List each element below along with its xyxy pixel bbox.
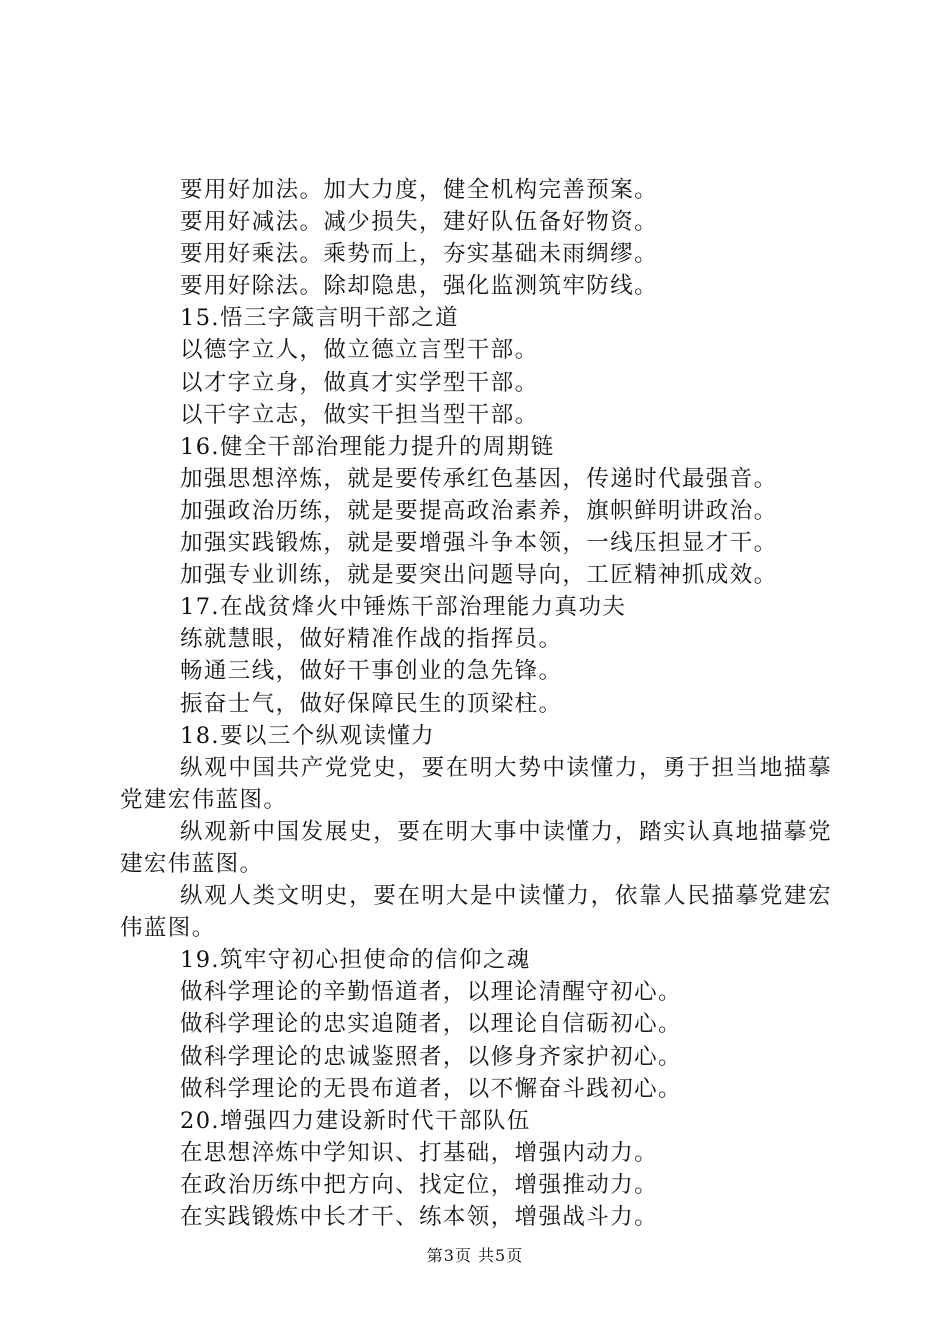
text-line: 做科学理论的忠诚鉴照者，以修身齐家护初心。 — [180, 1043, 682, 1070]
text-line: 加强政治历练，就是要提高政治素养，旗帜鲜明讲政治。 — [180, 497, 778, 524]
paragraph: 纵观新中国发展史，要在明大事中读懂力，踏实认真地描摹党建宏伟蓝图。 — [120, 818, 832, 877]
text-line: 做科学理论的辛勤悟道者，以理论清醒守初心。 — [180, 979, 682, 1006]
text-line: 练就慧眼，做好精准作战的指挥员。 — [180, 626, 563, 653]
text-line: 加强专业训练，就是要突出问题导向，工匠精神抓成效。 — [180, 562, 778, 589]
text-line: 在政治历练中把方向、找定位，增强推动力。 — [180, 1171, 659, 1198]
text-line: 要用好乘法。乘势而上，夯实基础未雨绸缪。 — [180, 241, 659, 268]
text-line: 做科学理论的忠实追随者，以理论自信砺初心。 — [180, 1011, 682, 1038]
text-line: 要用好减法。减少损失，建好队伍备好物资。 — [180, 209, 659, 236]
paragraph: 纵观人类文明史，要在明大是中读懂力，依靠人民描摹党建宏伟蓝图。 — [120, 883, 832, 942]
text-line: 做科学理论的无畏布道者，以不懈奋斗践初心。 — [180, 1075, 682, 1102]
page-footer: 第3页 共5页 — [426, 1246, 524, 1265]
text-line: 要用好加法。加大力度，健全机构完善预案。 — [180, 177, 659, 203]
paragraph: 纵观中国共产党党史，要在明大势中读懂力，勇于担当地描摹党建宏伟蓝图。 — [120, 754, 832, 813]
text-line: 15.悟三字箴言明干部之道 — [180, 305, 459, 332]
text-line: 20.增强四力建设新时代干部队伍 — [180, 1107, 531, 1134]
text-line: 畅通三线，做好干事创业的急先锋。 — [180, 658, 563, 685]
text-line: 要用好除法。除却隐患，强化监测筑牢防线。 — [180, 273, 659, 300]
text-line: 加强思想淬炼，就是要传承红色基因，传递时代最强音。 — [180, 465, 778, 492]
text-line: 在实践锻炼中长才干、练本领，增强战斗力。 — [180, 1204, 659, 1230]
text-line: 18.要以三个纵观读懂力 — [180, 722, 436, 749]
text-line: 以干字立志，做实干担当型干部。 — [180, 401, 539, 428]
text-line: 加强实践锻炼，就是要增强斗争本领，一线压担显才干。 — [180, 530, 778, 557]
text-line: 19.筑牢守初心担使命的信仰之魂 — [180, 947, 531, 974]
text-line: 以才字立身，做真才实学型干部。 — [180, 369, 539, 396]
text-line: 在思想淬炼中学知识、打基础，增强内动力。 — [180, 1139, 659, 1166]
document-body — [120, 174, 832, 1233]
text-line: 以德字立人，做立德立言型干部。 — [180, 337, 539, 364]
text-line: 17.在战贫烽火中锤炼干部治理能力真功夫 — [180, 594, 627, 621]
text-line: 16.健全干部治理能力提升的周期链 — [180, 433, 555, 460]
text-line: 振奋士气，做好保障民生的顶梁柱。 — [180, 690, 563, 717]
